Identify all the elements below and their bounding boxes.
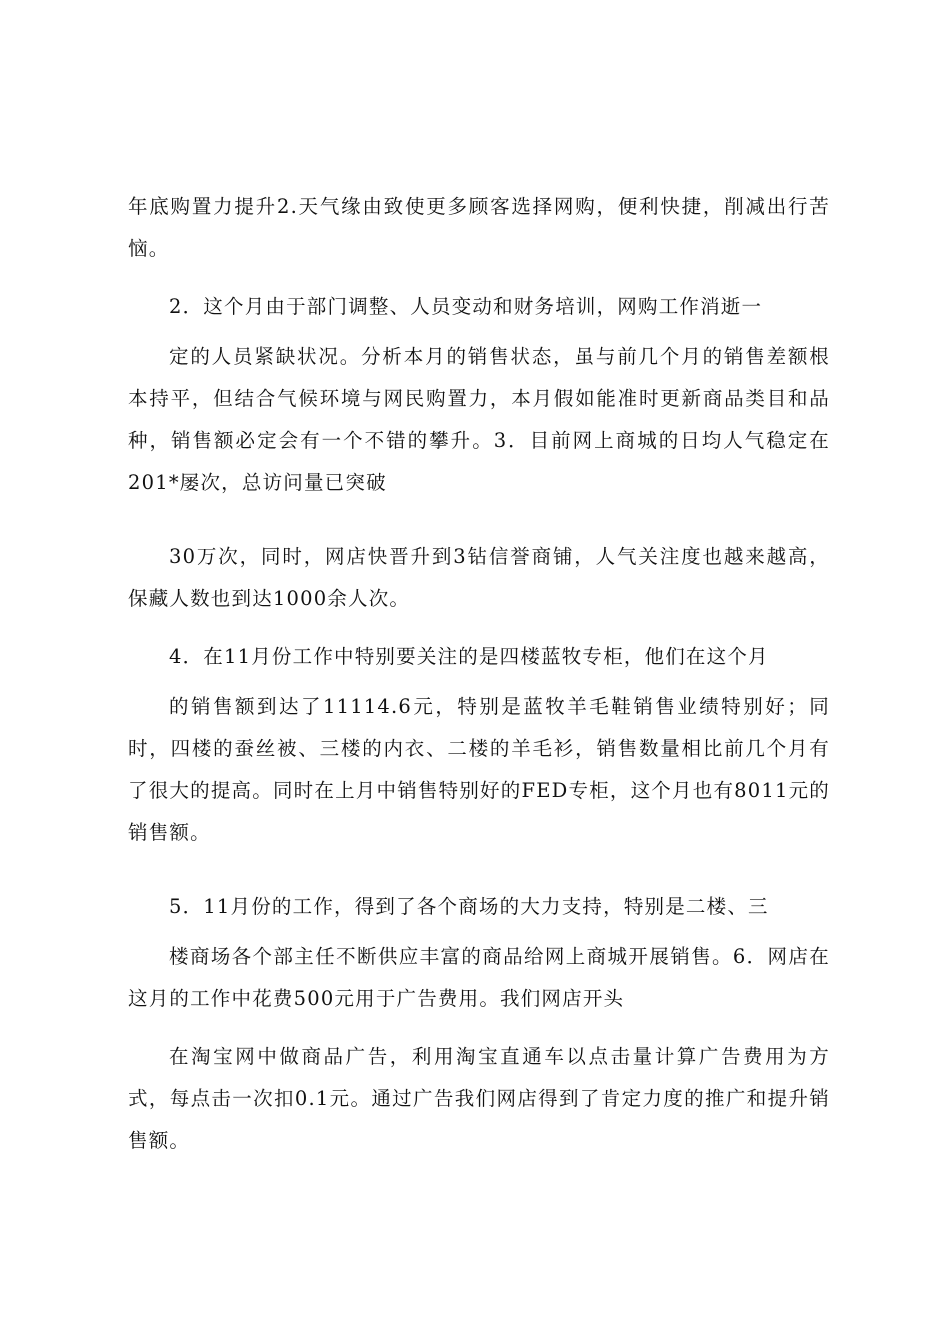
paragraph-9: 在淘宝网中做商品广告，利用淘宝直通车以点击量计算广告费用为方式，每点击一次扣0.1元。通过广告我们网店得到了肯定力度的推广和提升销售额。	[128, 1045, 830, 1152]
paragraph-1: 年底购置力提升2.天气缘由致使更多顾客选择网购，便利快捷，削减出行苦恼。	[128, 195, 830, 260]
paragraph-6: 的销售额到达了11114.6元，特别是蓝牧羊毛鞋销售业绩特别好；同时，四楼的蚕丝被、三楼的内衣、二楼的羊毛衫，销售数量相比前几个月有了很大的提高。同时在上月中销售特别好的FED专柜，这个月也有8011元的销售额。	[128, 695, 830, 844]
paragraph-5: 4．在11月份工作中特别要关注的是四楼蓝牧专柜，他们在这个月	[169, 645, 769, 668]
paragraph-3: 定的人员紧缺状况。分析本月的销售状态，虽与前几个月的销售差额根本持平，但结合气候环境与网民购置力，本月假如能准时更新商品类目和品种，销售额必定会有一个不错的攀升。3．目前网上商城的日均人气稳定在201*屡次，总访问量已突破	[128, 345, 830, 494]
paragraph-8: 楼商场各个部主任不断供应丰富的商品给网上商城开展销售。6．网店在这月的工作中花费500元用于广告费用。我们网店开头	[128, 945, 830, 1010]
paragraph-7: 5．11月份的工作，得到了各个商场的大力支持，特别是二楼、三	[169, 895, 769, 918]
paragraph-2: 2．这个月由于部门调整、人员变动和财务培训，网购工作消逝一	[169, 295, 763, 318]
paragraph-4: 30万次，同时，网店快晋升到3钻信誉商铺，人气关注度也越来越高，保藏人数也到达1000余人次。	[128, 545, 830, 610]
